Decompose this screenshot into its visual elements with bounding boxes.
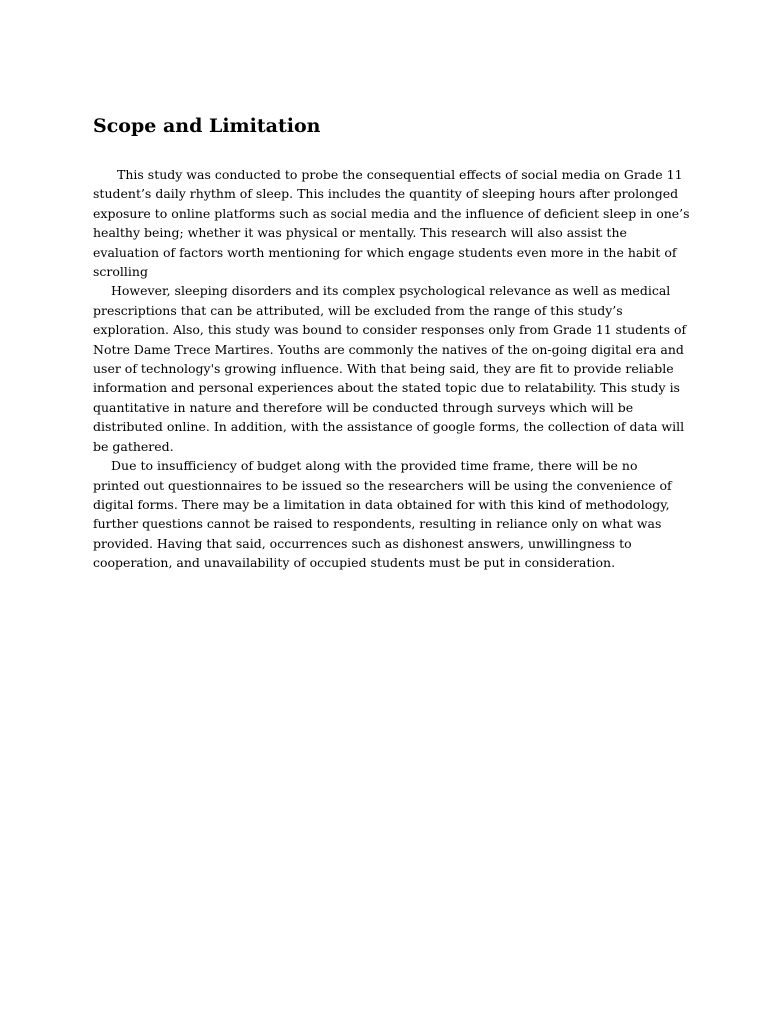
text-line: provided. Having that said, occurrences such as dishonest answers, unwillingness to	[93, 535, 632, 551]
text-line: student’s daily rhythm of sleep. This includes the quantity of sleeping hours after prolonged	[93, 186, 679, 202]
text-line: user of technology's growing influence. With that being said, they are fit to provide reliable	[93, 361, 674, 377]
text-line: distributed online. In addition, with the assistance of google forms, the collection of data will	[93, 419, 685, 435]
paragraph-scope	[93, 165, 690, 281]
text-line: evaluation of factors worth mentioning for which engage students even more in the habit of	[93, 244, 677, 260]
text-line: Notre Dame Trece Martires. Youths are commonly the natives of the on-going digital era and	[93, 341, 684, 357]
text-line: information and personal experiences about the stated topic due to relatability. This study is	[93, 380, 680, 396]
text-line: cooperation, and unavailability of occupied students must be put in consideration.	[93, 555, 616, 571]
text-line: further questions cannot be raised to respondents, resulting in reliance only on what was	[93, 516, 662, 532]
text-line: scrolling	[93, 264, 148, 280]
text-line: digital forms. There may be a limitation in data obtained for with this kind of methodology,	[93, 496, 670, 512]
document-body	[93, 165, 690, 573]
text-line: exposure to online platforms such as social media and the influence of deficient sleep in one’s	[93, 205, 690, 221]
text-line: prescriptions that can be attributed, will be excluded from the range of this study’s	[93, 302, 623, 318]
text-line: exploration. Also, this study was bound to consider responses only from Grade 11 students of	[93, 322, 687, 338]
paragraph-exclusions	[93, 281, 687, 456]
section-title: Scope and Limitation	[93, 115, 321, 137]
text-line: However, sleeping disorders and its complex psychological relevance as well as medical	[111, 283, 671, 299]
text-line: printed out questionnaires to be issued so the researchers will be using the convenience of	[93, 477, 672, 493]
text-line: healthy being; whether it was physical or mentally. This research will also assist the	[93, 225, 627, 241]
paragraph-limitations	[93, 456, 683, 572]
text-line: quantitative in nature and therefore will be conducted through surveys which will be	[93, 399, 634, 415]
text-line: be gathered.	[93, 438, 174, 454]
text-line: This study was conducted to probe the consequential effects of social media on Grade 11	[117, 167, 683, 182]
text-line: Due to insufficiency of budget along with the provided time frame, there will be no	[111, 458, 638, 474]
